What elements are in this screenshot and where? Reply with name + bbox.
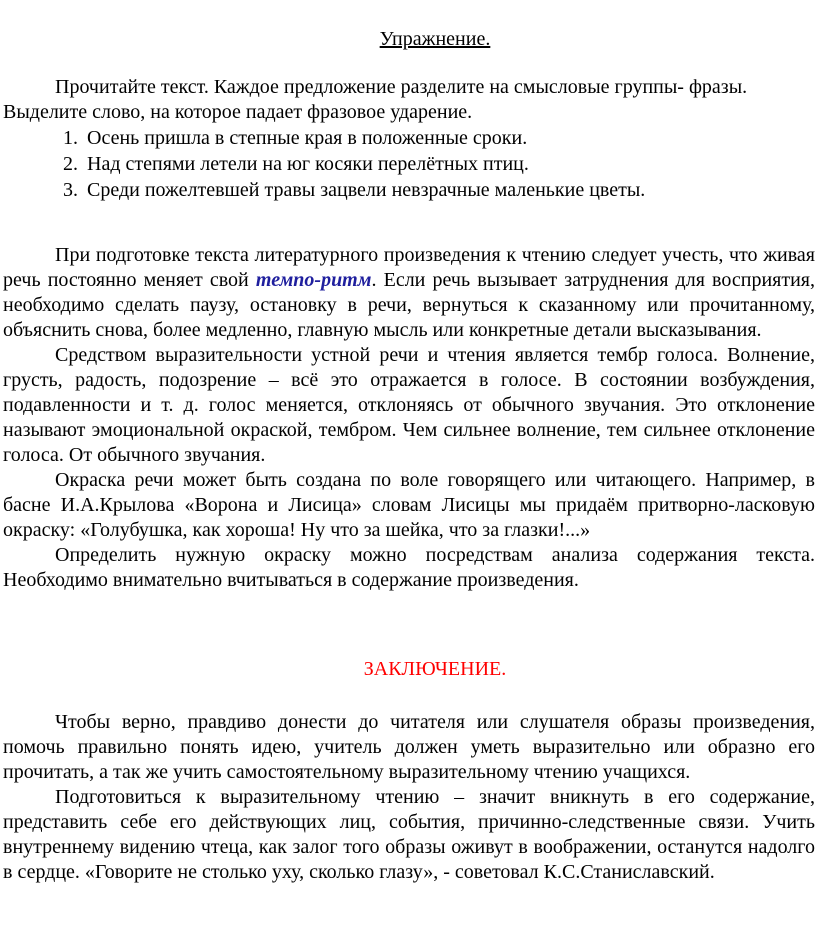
paragraph-text: При подготовке текста литературного произведения к чтению следует учесть, что живая речь постоянно меняет свой [3, 244, 815, 291]
exercise-section [3, 75, 815, 203]
paragraph-tempo-rhythm [3, 243, 815, 343]
paragraph-coloring: Окраска речи может быть создана по воле говорящего или читающего. Например, в басне И.А.Крылова «Ворона и Лисица» словам Лисицы мы придаём притворно-ласковую окраску: «Голубушка, как хороша! Ну что за шейка, что за глазки!...» [3, 469, 815, 541]
conclusion-paragraph: Подготовиться к выразительному чтению – значит вникнуть в его содержание, представить себе его действующих лиц, события, причинно-следственные связи. Учить внутреннему видению чтеца, как залог того образы оживут в воображении, останутся надолго в сердце. «Говорите не столько уху, сколько глазу», - советовал К.С.Станиславский. [3, 786, 815, 883]
exercise-item: 3. Среди пожелтевшей травы зацвели невзрачные маленькие цветы. [83, 177, 815, 203]
main-text-section [3, 243, 815, 593]
exercise-item: 1. Осень пришла в степные края в положенные сроки. [83, 125, 815, 151]
paragraph-timbre: Средством выразительности устной речи и чтения является тембр голоса. Волнение, грусть, радость, подозрение – всё это отражается в голосе. В состоянии возбуждения, подавленности и т. д. голос меняется, отклоняясь от обычного звучания. Это отклонение называют эмоциональной окраской, тембром. Чем сильнее волнение, тем сильнее отклонение голоса. От обычного звучания. [3, 344, 815, 466]
exercise-item: 2. Над степями летели на юг косяки перелётных птиц. [83, 151, 815, 177]
exercise-list [3, 125, 815, 203]
term-tempo-rhythm: темпо-ритм [255, 269, 372, 291]
conclusion-section [3, 710, 815, 885]
exercise-instruction: Прочитайте текст. Каждое предложение разделите на смысловые группы- фразы. Выделите слово, на которое падает фразовое ударение. [3, 76, 748, 123]
conclusion-title: ЗАКЛЮЧЕНИЕ. [363, 658, 507, 680]
conclusion-paragraph: Чтобы верно, правдиво донести до читателя или слушателя образы произведения, помочь правильно понять идею, учитель должен уметь выразительно или образно его прочитать, а так же учить самостоятельному выразительному чтению учащихся. [3, 711, 815, 783]
exercise-title: Упражнение. [379, 28, 491, 50]
paragraph-text: . Если речь вызывает затруднения для восприятия, необходимо сделать паузу, остановку в речи, вернуться к сказанному или прочитанному, объяснить снова, более медленно, главную мысль или конкретные детали высказывания. [3, 269, 815, 341]
paragraph-analysis: Определить нужную окраску можно посредствам анализа содержания текста. Необходимо внимательно вчитываться в содержание произведения. [3, 544, 815, 591]
